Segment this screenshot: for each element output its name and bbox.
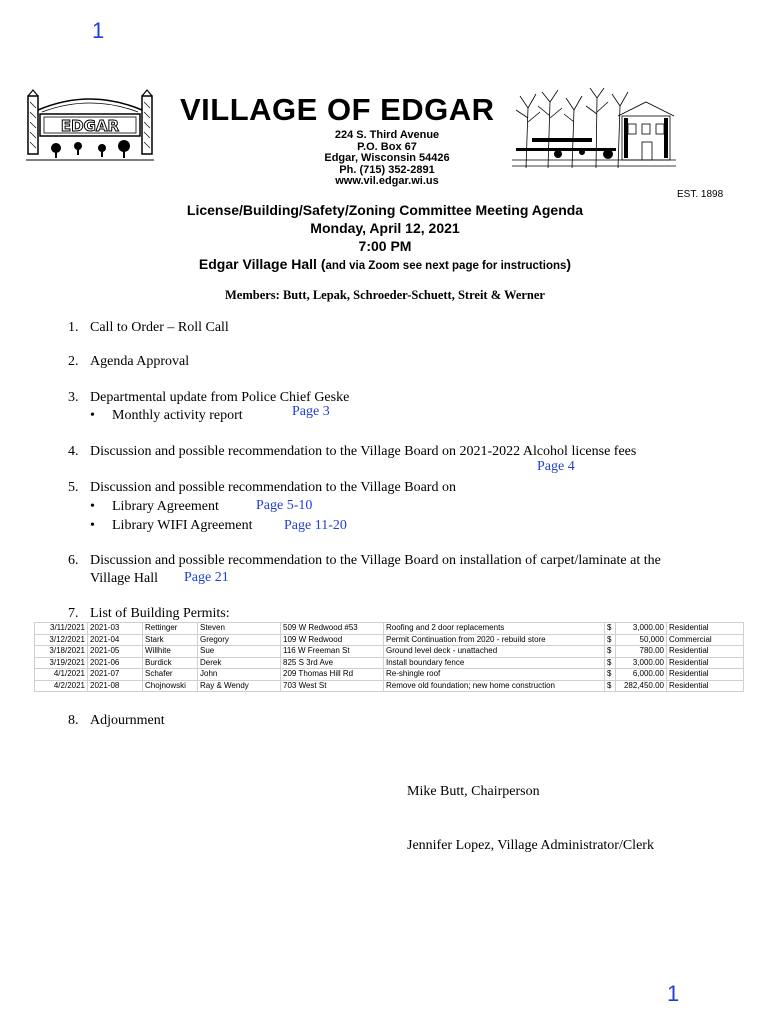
permit-address: 109 W Redwood xyxy=(281,634,384,646)
permit-first-name: Derek xyxy=(198,657,281,669)
location-main: Edgar Village Hall ( xyxy=(198,256,326,272)
sub-item-text: Monthly activity report xyxy=(112,408,243,423)
item-number: 3. xyxy=(68,390,79,405)
table-row xyxy=(35,669,744,681)
sub-item-library-agreement xyxy=(90,498,219,516)
item-text: Discussion and possible recommendation to the Village Board on installation of carpet/laminate at the xyxy=(90,553,661,568)
page-link-11-20[interactable]: Page 11-20 xyxy=(284,518,347,533)
permit-currency: $ xyxy=(605,657,616,669)
sub-item-monthly-report xyxy=(90,407,243,425)
location-note: and via Zoom see next page for instructions xyxy=(325,260,567,272)
permit-type: Residential xyxy=(667,623,744,635)
permit-address: 703 West St xyxy=(281,680,384,692)
permit-currency: $ xyxy=(605,680,616,692)
permit-last-name: Rettinger xyxy=(143,623,198,635)
permit-date: 3/12/2021 xyxy=(35,634,88,646)
item-text: Departmental update from Police Chief Geske xyxy=(90,390,350,405)
item-text-cont: Village Hall xyxy=(90,571,158,586)
address-phone: Ph. (715) 352-2891 xyxy=(339,163,435,176)
bullet-icon: • xyxy=(90,518,95,533)
page-link-4[interactable]: Page 4 xyxy=(537,459,575,474)
permit-last-name: Chojnowski xyxy=(143,680,198,692)
address-street: 224 S. Third Avenue xyxy=(334,129,440,141)
agenda-title: License/Building/Safety/Zoning Committee Meeting Agenda xyxy=(186,202,584,218)
page-number-top: 1 xyxy=(92,18,105,43)
table-row xyxy=(35,657,744,669)
permit-currency: $ xyxy=(605,634,616,646)
sub-item-text: Library Agreement xyxy=(112,499,219,514)
village-sign-logo xyxy=(22,88,158,168)
permit-amount: 3,000.00 xyxy=(616,657,667,669)
permit-address: 509 W Redwood #53 xyxy=(281,623,384,635)
agenda-date: Monday, April 12, 2021 xyxy=(310,220,460,236)
permit-address: 116 W Freeman St xyxy=(281,646,384,658)
permit-description: Roofing and 2 door replacements xyxy=(384,623,605,635)
item-number: 1. xyxy=(68,320,79,335)
committee-members: Members: Butt, Lepak, Schroeder-Schuett, Streit & Werner xyxy=(225,288,545,302)
permit-first-name: John xyxy=(198,669,281,681)
agenda-item-1 xyxy=(68,319,229,337)
agenda-item-5 xyxy=(68,479,456,497)
address-po-box: P.O. Box 67 xyxy=(357,140,417,153)
agenda-item-6-cont xyxy=(90,570,158,588)
permit-number: 2021-05 xyxy=(88,646,143,658)
item-text: Call to Order – Roll Call xyxy=(90,320,229,335)
permit-type: Residential xyxy=(667,646,744,658)
permit-number: 2021-04 xyxy=(88,634,143,646)
address-website: www.vil.edgar.wi.us xyxy=(335,175,439,187)
permit-first-name: Gregory xyxy=(198,634,281,646)
permit-type: Commercial xyxy=(667,634,744,646)
page-link-3[interactable]: Page 3 xyxy=(292,404,330,419)
permit-last-name: Stark xyxy=(143,634,198,646)
bullet-icon: • xyxy=(90,408,95,423)
permit-type: Residential xyxy=(667,669,744,681)
permit-currency: $ xyxy=(605,623,616,635)
sub-item-text: Library WIFI Agreement xyxy=(112,518,253,533)
permit-last-name: Burdick xyxy=(143,657,198,669)
established-year: EST. 1898 xyxy=(677,189,724,200)
item-text: Discussion and possible recommendation to the Village Board on 2021-2022 Alcohol license fees xyxy=(90,444,637,459)
table-row xyxy=(35,680,744,692)
permit-first-name: Ray & Wendy xyxy=(198,680,281,692)
item-number: 6. xyxy=(68,553,79,568)
permit-currency: $ xyxy=(605,669,616,681)
permit-amount: 6,000.00 xyxy=(616,669,667,681)
permit-date: 3/19/2021 xyxy=(35,657,88,669)
permit-amount: 780.00 xyxy=(616,646,667,658)
permit-type: Residential xyxy=(667,680,744,692)
permit-number: 2021-03 xyxy=(88,623,143,635)
item-number: 8. xyxy=(68,713,79,728)
permit-description: Remove old foundation; new home construction xyxy=(384,680,605,692)
page-link-21[interactable]: Page 21 xyxy=(184,570,229,585)
permit-number: 2021-07 xyxy=(88,669,143,681)
permit-amount: 282,450.00 xyxy=(616,680,667,692)
item-number: 5. xyxy=(68,480,79,495)
permit-address: 825 S 3rd Ave xyxy=(281,657,384,669)
building-permits-table xyxy=(34,622,744,692)
agenda-item-7 xyxy=(68,605,230,623)
permit-date: 3/11/2021 xyxy=(35,623,88,635)
permit-last-name: Willhite xyxy=(143,646,198,658)
address-city: Edgar, Wisconsin 54426 xyxy=(324,152,450,164)
item-number: 7. xyxy=(68,606,79,621)
table-row xyxy=(35,623,744,635)
table-row xyxy=(35,634,744,646)
permit-date: 4/2/2021 xyxy=(35,680,88,692)
address-block xyxy=(292,130,482,188)
permit-date: 3/18/2021 xyxy=(35,646,88,658)
permit-number: 2021-06 xyxy=(88,657,143,669)
sub-item-library-wifi xyxy=(90,517,252,535)
village-building-sketch xyxy=(512,88,676,172)
agenda-location xyxy=(100,256,670,272)
signature-admin: Jennifer Lopez, Village Administrator/Clerk xyxy=(407,838,654,853)
item-text: Agenda Approval xyxy=(90,354,190,369)
page-link-5-10[interactable]: Page 5-10 xyxy=(256,498,313,513)
permit-address: 209 Thomas Hill Rd xyxy=(281,669,384,681)
agenda-item-6 xyxy=(68,552,661,570)
item-number: 4. xyxy=(68,444,79,459)
agenda-item-2 xyxy=(68,353,189,371)
permit-date: 4/1/2021 xyxy=(35,669,88,681)
permit-number: 2021-08 xyxy=(88,680,143,692)
permit-first-name: Steven xyxy=(198,623,281,635)
permit-amount: 3,000.00 xyxy=(616,623,667,635)
permit-type: Residential xyxy=(667,657,744,669)
permit-description: Ground level deck - unattached xyxy=(384,646,605,658)
item-number: 2. xyxy=(68,354,79,369)
page-number-bottom: 1 xyxy=(667,981,680,1006)
permit-description: Install boundary fence xyxy=(384,657,605,669)
permit-first-name: Sue xyxy=(198,646,281,658)
permit-currency: $ xyxy=(605,646,616,658)
item-text: Discussion and possible recommendation to the Village Board on xyxy=(90,480,456,495)
table-row xyxy=(35,646,744,658)
permit-amount: 50,000 xyxy=(616,634,667,646)
permit-description: Permit Continuation from 2020 - rebuild store xyxy=(384,634,605,646)
item-text: List of Building Permits: xyxy=(90,606,230,621)
agenda-item-8 xyxy=(68,712,165,730)
signature-chair: Mike Butt, Chairperson xyxy=(407,784,540,799)
village-title: VILLAGE OF EDGAR xyxy=(180,92,495,127)
permit-last-name: Schafer xyxy=(143,669,198,681)
agenda-time: 7:00 PM xyxy=(358,238,412,254)
item-text: Adjournment xyxy=(90,713,165,728)
logo-sign-text: EDGAR xyxy=(60,117,120,135)
location-close: ) xyxy=(566,256,572,272)
permit-description: Re-shingle roof xyxy=(384,669,605,681)
bullet-icon: • xyxy=(90,499,95,514)
